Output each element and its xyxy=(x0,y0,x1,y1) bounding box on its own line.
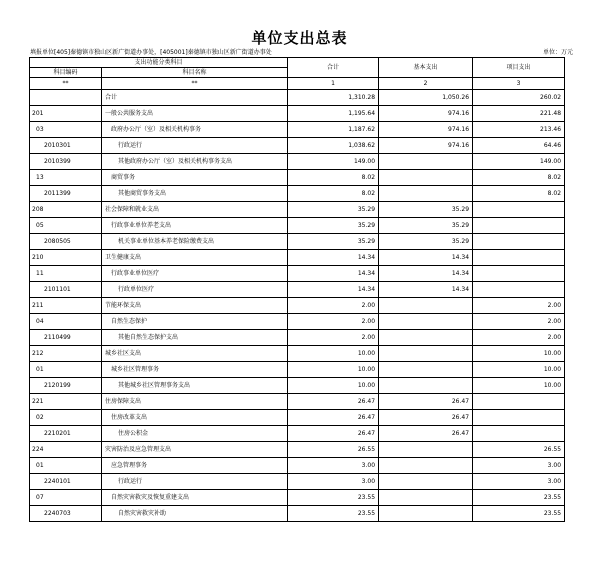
row-total: 26.47 xyxy=(288,410,379,426)
row-total: 8.02 xyxy=(288,170,379,186)
row-project: 3.00 xyxy=(473,474,565,490)
row-code: 03 xyxy=(30,122,102,138)
row-project: 8.02 xyxy=(473,170,565,186)
table-row xyxy=(30,202,565,218)
row-name: 其他城乡社区管理事务支出 xyxy=(102,378,288,394)
row-total: 26.55 xyxy=(288,442,379,458)
row-project xyxy=(473,266,565,282)
row-project: 2.00 xyxy=(473,314,565,330)
row-project: 26.55 xyxy=(473,442,565,458)
row-basic: 35.29 xyxy=(379,202,473,218)
row-code: 211 xyxy=(30,298,102,314)
reporting-unit: 填报单位[405]秦德镇市独山区新广街道办事处，[405001]秦德镇市独山区新广街道办事处 xyxy=(30,49,272,56)
table-row xyxy=(30,442,565,458)
row-project xyxy=(473,202,565,218)
row-total: 149.00 xyxy=(288,154,379,170)
row-basic xyxy=(379,154,473,170)
row-project xyxy=(473,282,565,298)
row-name: 行政单位医疗 xyxy=(102,282,288,298)
table-row xyxy=(30,346,565,362)
row-name: 城乡社区管理事务 xyxy=(102,362,288,378)
table-row xyxy=(30,138,565,154)
table-row xyxy=(30,122,565,138)
row-name: 政府办公厅（室）及相关机构事务 xyxy=(102,122,288,138)
row-basic: 26.47 xyxy=(379,394,473,410)
row-code: 13 xyxy=(30,170,102,186)
row-project: 8.02 xyxy=(473,186,565,202)
table-row xyxy=(30,394,565,410)
table-row xyxy=(30,506,565,522)
row-total: 14.34 xyxy=(288,250,379,266)
row-code: 01 xyxy=(30,362,102,378)
row-name: 行政事业单位医疗 xyxy=(102,266,288,282)
header-total: 合计 xyxy=(288,58,379,78)
row-name: 合计 xyxy=(102,90,288,106)
row-code: 201 xyxy=(30,106,102,122)
row-basic xyxy=(379,362,473,378)
row-code: 02 xyxy=(30,410,102,426)
row-basic: 26.47 xyxy=(379,410,473,426)
row-total: 14.34 xyxy=(288,266,379,282)
header-name: 科目名称 xyxy=(102,68,288,78)
row-total: 14.34 xyxy=(288,282,379,298)
row-basic xyxy=(379,298,473,314)
table-row xyxy=(30,282,565,298)
row-project: 64.46 xyxy=(473,138,565,154)
row-basic: 14.34 xyxy=(379,282,473,298)
row-project: 2.00 xyxy=(473,330,565,346)
table-row xyxy=(30,234,565,250)
row-project: 149.00 xyxy=(473,154,565,170)
row-code: 07 xyxy=(30,490,102,506)
row-basic: 974.16 xyxy=(379,122,473,138)
table-row xyxy=(30,218,565,234)
row-basic xyxy=(379,474,473,490)
table-row xyxy=(30,106,565,122)
row-basic xyxy=(379,378,473,394)
row-project xyxy=(473,394,565,410)
row-basic: 26.47 xyxy=(379,426,473,442)
row-name: 灾害防治及应急管理支出 xyxy=(102,442,288,458)
table-row xyxy=(30,362,565,378)
row-basic xyxy=(379,330,473,346)
row-project: 23.55 xyxy=(473,490,565,506)
row-name: 住房保障支出 xyxy=(102,394,288,410)
row-project: 23.55 xyxy=(473,506,565,522)
row-name: 行政运行 xyxy=(102,474,288,490)
row-project: 213.46 xyxy=(473,122,565,138)
row-basic xyxy=(379,490,473,506)
row-project xyxy=(473,410,565,426)
row-name: 应急管理事务 xyxy=(102,458,288,474)
row-total: 3.00 xyxy=(288,458,379,474)
row-project xyxy=(473,426,565,442)
row-total: 10.00 xyxy=(288,346,379,362)
row-name: 一般公共服务支出 xyxy=(102,106,288,122)
row-total: 2.00 xyxy=(288,298,379,314)
row-code: 212 xyxy=(30,346,102,362)
row-project xyxy=(473,250,565,266)
row-basic xyxy=(379,314,473,330)
row-project xyxy=(473,218,565,234)
row-name: 机关事业单位基本养老保险缴费支出 xyxy=(102,234,288,250)
row-project: 10.00 xyxy=(473,346,565,362)
row-name: 行政运行 xyxy=(102,138,288,154)
table-row xyxy=(30,170,565,186)
row-code: 2010399 xyxy=(30,154,102,170)
row-total: 2.00 xyxy=(288,330,379,346)
row-code: 210 xyxy=(30,250,102,266)
row-total: 10.00 xyxy=(288,378,379,394)
table-row xyxy=(30,426,565,442)
row-basic xyxy=(379,506,473,522)
row-name: 其他商贸事务支出 xyxy=(102,186,288,202)
row-total: 35.29 xyxy=(288,234,379,250)
row-code: 01 xyxy=(30,458,102,474)
index-name: ** xyxy=(102,78,288,90)
header-basic: 基本支出 xyxy=(379,58,473,78)
table-row xyxy=(30,314,565,330)
row-basic: 974.16 xyxy=(379,106,473,122)
row-code: 208 xyxy=(30,202,102,218)
row-total: 26.47 xyxy=(288,426,379,442)
row-name: 住房公积金 xyxy=(102,426,288,442)
row-total: 1,038.62 xyxy=(288,138,379,154)
row-total: 2.00 xyxy=(288,314,379,330)
row-basic: 974.16 xyxy=(379,138,473,154)
unit-label: 单位：万元 xyxy=(542,49,573,56)
header-index-row xyxy=(30,78,565,90)
row-basic: 35.29 xyxy=(379,234,473,250)
row-code: 2120199 xyxy=(30,378,102,394)
row-name: 住房改革支出 xyxy=(102,410,288,426)
row-name: 节能环保支出 xyxy=(102,298,288,314)
row-name: 社会保障和就业支出 xyxy=(102,202,288,218)
row-total: 23.55 xyxy=(288,490,379,506)
row-basic: 1,050.26 xyxy=(379,90,473,106)
row-code: 2080505 xyxy=(30,234,102,250)
row-code: 05 xyxy=(30,218,102,234)
row-project: 3.00 xyxy=(473,458,565,474)
row-project: 2.00 xyxy=(473,298,565,314)
table-row xyxy=(30,330,565,346)
row-code: 224 xyxy=(30,442,102,458)
row-project xyxy=(473,234,565,250)
row-basic: 14.34 xyxy=(379,250,473,266)
row-name: 自然灾害救灾补助 xyxy=(102,506,288,522)
row-basic xyxy=(379,442,473,458)
row-code: 2011399 xyxy=(30,186,102,202)
row-basic xyxy=(379,346,473,362)
table-row xyxy=(30,378,565,394)
row-project: 10.00 xyxy=(473,362,565,378)
index-project: 3 xyxy=(473,78,565,90)
row-basic xyxy=(379,458,473,474)
row-basic: 14.34 xyxy=(379,266,473,282)
table-row xyxy=(30,154,565,170)
row-total: 10.00 xyxy=(288,362,379,378)
row-total: 35.29 xyxy=(288,218,379,234)
header-function-group: 支出功能分类科目 xyxy=(30,58,288,68)
row-basic: 35.29 xyxy=(379,218,473,234)
row-project: 221.48 xyxy=(473,106,565,122)
index-code: ** xyxy=(30,78,102,90)
row-total: 1,310.28 xyxy=(288,90,379,106)
table-row xyxy=(30,250,565,266)
row-basic xyxy=(379,170,473,186)
row-total: 8.02 xyxy=(288,186,379,202)
row-total: 35.29 xyxy=(288,202,379,218)
row-basic xyxy=(379,186,473,202)
row-name: 自然灾害救灾及恢复重建支出 xyxy=(102,490,288,506)
table-row xyxy=(30,458,565,474)
row-name: 行政事业单位养老支出 xyxy=(102,218,288,234)
row-total: 1,195.64 xyxy=(288,106,379,122)
table-row xyxy=(30,410,565,426)
report-title: 单位支出总表 xyxy=(251,29,348,47)
row-total: 1,187.62 xyxy=(288,122,379,138)
row-name: 其他自然生态保护支出 xyxy=(102,330,288,346)
row-code: 2240101 xyxy=(30,474,102,490)
row-name: 城乡社区支出 xyxy=(102,346,288,362)
expenditure-table xyxy=(29,57,565,522)
table-row xyxy=(30,90,565,106)
row-code: 11 xyxy=(30,266,102,282)
row-code: 2101101 xyxy=(30,282,102,298)
header-project: 项目支出 xyxy=(473,58,565,78)
header-code: 科目编码 xyxy=(30,68,102,78)
row-code: 221 xyxy=(30,394,102,410)
row-name: 其他政府办公厅（室）及相关机构事务支出 xyxy=(102,154,288,170)
header-row-1 xyxy=(30,58,565,68)
row-code: 04 xyxy=(30,314,102,330)
row-name: 商贸事务 xyxy=(102,170,288,186)
row-name: 卫生健康支出 xyxy=(102,250,288,266)
row-code xyxy=(30,90,102,106)
row-code: 2110499 xyxy=(30,330,102,346)
table-row xyxy=(30,298,565,314)
row-total: 23.55 xyxy=(288,506,379,522)
row-total: 26.47 xyxy=(288,394,379,410)
table-row xyxy=(30,186,565,202)
table-row xyxy=(30,266,565,282)
row-code: 2010301 xyxy=(30,138,102,154)
table-row xyxy=(30,490,565,506)
index-basic: 2 xyxy=(379,78,473,90)
index-total: 1 xyxy=(288,78,379,90)
row-project: 10.00 xyxy=(473,378,565,394)
table-row xyxy=(30,474,565,490)
row-project: 260.02 xyxy=(473,90,565,106)
row-code: 2240703 xyxy=(30,506,102,522)
row-name: 自然生态保护 xyxy=(102,314,288,330)
row-code: 2210201 xyxy=(30,426,102,442)
row-total: 3.00 xyxy=(288,474,379,490)
